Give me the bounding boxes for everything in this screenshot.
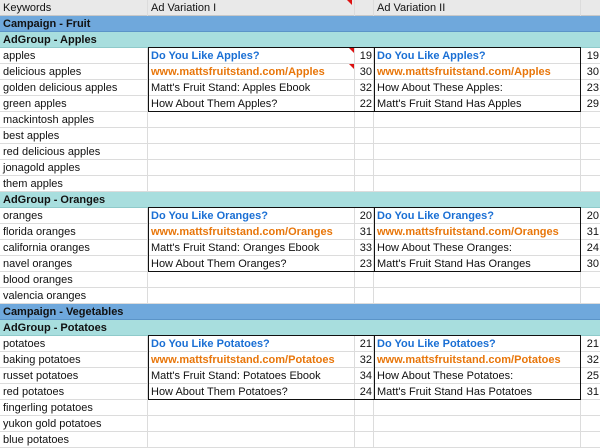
ad1-line1-length[interactable]: 34 (355, 368, 374, 384)
ad2-headline-length[interactable]: 19 (586, 50, 599, 62)
keyword-cell[interactable]: them apples (0, 176, 148, 192)
table-row (0, 80, 600, 96)
keyword-cell[interactable]: green apples (0, 96, 148, 112)
ad1-line2-cell[interactable]: How About Them Apples? (148, 96, 355, 112)
table-row (0, 288, 600, 304)
ad2-line2-cell[interactable]: Matt's Fruit Stand Has Oranges (374, 256, 581, 272)
campaign-row-vegetables (0, 304, 600, 320)
adgroup-label[interactable]: AdGroup - Potatoes (3, 322, 107, 334)
table-row (0, 240, 600, 256)
table-row (0, 272, 600, 288)
ad1-line1-cell[interactable]: Matt's Fruit Stand: Apples Ebook (148, 80, 355, 96)
header-ad-variation-1[interactable]: Ad Variation I (148, 0, 355, 16)
ad2-line2-length[interactable]: 29 (586, 98, 599, 110)
ad1-headline-cell[interactable]: Do You Like Apples? (148, 48, 355, 64)
keyword-cell[interactable]: blue potatoes (0, 432, 148, 448)
ad2-line1-cell[interactable]: How About These Potatoes: (374, 368, 581, 384)
ad2-headline-length[interactable]: 21 (586, 338, 599, 350)
table-row (0, 384, 600, 400)
keyword-cell[interactable]: delicious apples (0, 64, 148, 80)
table-row (0, 144, 600, 160)
ad1-line1-cell[interactable]: Matt's Fruit Stand: Potatoes Ebook (148, 368, 355, 384)
adgroup-row-potatoes (0, 320, 600, 336)
keyword-cell[interactable]: best apples (0, 128, 148, 144)
keyword-cell[interactable]: oranges (0, 208, 148, 224)
ad1-line2-cell[interactable]: How About Them Potatoes? (148, 384, 355, 400)
keyword-cell[interactable]: golden delicious apples (0, 80, 148, 96)
ad1-headline-length[interactable]: 21 (355, 336, 374, 352)
ad2-url-cell[interactable]: www.mattsfruitstand.com/Oranges (374, 224, 581, 240)
table-row (0, 96, 600, 112)
ad1-line2-length[interactable]: 24 (355, 384, 374, 400)
header-count-1[interactable] (355, 0, 374, 16)
table-row (0, 176, 600, 192)
ad1-url-cell[interactable]: www.mattsfruitstand.com/Apples (148, 64, 355, 80)
ad1-headline-length[interactable]: 19 (355, 48, 374, 64)
table-row (0, 112, 600, 128)
table-row (0, 416, 600, 432)
table-row (0, 352, 600, 368)
ad2-line1-length[interactable]: 23 (586, 82, 599, 94)
ad1-url-cell[interactable]: www.mattsfruitstand.com/Potatoes (148, 352, 355, 368)
adgroup-row-apples (0, 32, 600, 48)
ad1-headline-cell[interactable]: Do You Like Potatoes? (148, 336, 355, 352)
header-keywords[interactable]: Keywords (0, 0, 148, 16)
ad2-url-cell[interactable]: www.mattsfruitstand.com/Potatoes (374, 352, 581, 368)
keyword-cell[interactable]: russet potatoes (0, 368, 148, 384)
ad2-headline-cell[interactable]: Do You Like Apples? (374, 48, 581, 64)
comment-marker-icon[interactable] (347, 0, 352, 5)
campaign-row-fruit (0, 16, 600, 32)
header-row (0, 0, 600, 16)
keyword-cell[interactable]: mackintosh apples (0, 112, 148, 128)
ad1-line2-length[interactable]: 23 (355, 256, 374, 272)
keyword-cell[interactable]: florida oranges (0, 224, 148, 240)
ad2-line2-cell[interactable]: Matt's Fruit Stand Has Potatoes (374, 384, 581, 400)
ad2-line2-length[interactable]: 31 (586, 386, 599, 398)
keyword-cell[interactable]: potatoes (0, 336, 148, 352)
table-row (0, 368, 600, 384)
ad1-url-cell[interactable]: www.mattsfruitstand.com/Oranges (148, 224, 355, 240)
table-row (0, 160, 600, 176)
ad1-line1-length[interactable]: 32 (355, 80, 374, 96)
header-count-2[interactable] (581, 0, 600, 16)
keyword-cell[interactable]: jonagold apples (0, 160, 148, 176)
ad2-line1-length[interactable]: 25 (586, 370, 599, 382)
ad1-url-length[interactable]: 32 (355, 352, 374, 368)
keyword-cell[interactable]: yukon gold potatoes (0, 416, 148, 432)
comment-marker-icon[interactable] (349, 64, 354, 69)
keyword-cell[interactable]: red delicious apples (0, 144, 148, 160)
campaign-label[interactable]: Campaign - Fruit (3, 18, 91, 30)
ad1-headline-length[interactable]: 20 (355, 208, 374, 224)
table-row (0, 432, 600, 448)
table-row (0, 128, 600, 144)
adgroup-label[interactable]: AdGroup - Oranges (3, 194, 106, 206)
table-row (0, 224, 600, 240)
ad2-line2-length[interactable]: 30 (586, 258, 599, 270)
ad2-headline-cell[interactable]: Do You Like Oranges? (374, 208, 581, 224)
table-row (0, 336, 600, 352)
campaign-label[interactable]: Campaign - Vegetables (3, 306, 124, 318)
keyword-cell[interactable]: blood oranges (0, 272, 148, 288)
ad2-url-length[interactable]: 31 (586, 226, 599, 238)
ad1-line2-length[interactable]: 22 (355, 96, 374, 112)
ad2-line1-cell[interactable]: How About These Oranges: (374, 240, 581, 256)
adgroup-row-oranges (0, 192, 600, 208)
keyword-cell[interactable]: fingerling potatoes (0, 400, 148, 416)
keyword-cell[interactable]: baking potatoes (0, 352, 148, 368)
ad2-line1-length[interactable]: 24 (586, 242, 599, 254)
keyword-cell[interactable]: apples (0, 48, 148, 64)
ad1-url-length[interactable]: 30 (355, 64, 374, 80)
ad1-url-length[interactable]: 31 (355, 224, 374, 240)
header-ad-variation-2[interactable]: Ad Variation II (374, 0, 581, 16)
ad1-line1-length[interactable]: 33 (355, 240, 374, 256)
ad2-headline-length[interactable]: 20 (586, 210, 599, 222)
keyword-cell[interactable]: valencia oranges (0, 288, 148, 304)
ad2-line1-cell[interactable]: How About These Apples: (374, 80, 581, 96)
comment-marker-icon[interactable] (349, 48, 354, 53)
keyword-cell[interactable]: california oranges (0, 240, 148, 256)
table-row (0, 208, 600, 224)
table-row (0, 400, 600, 416)
table-row (0, 64, 600, 80)
ad1-line2-cell[interactable]: How About Them Oranges? (148, 256, 355, 272)
ad2-url-cell[interactable]: www.mattsfruitstand.com/Apples (374, 64, 581, 80)
ad2-line2-cell[interactable]: Matt's Fruit Stand Has Apples (374, 96, 581, 112)
ad1-line1-cell[interactable]: Matt's Fruit Stand: Oranges Ebook (148, 240, 355, 256)
ad2-url-length[interactable]: 30 (586, 66, 599, 78)
keyword-cell[interactable]: red potatoes (0, 384, 148, 400)
ad2-headline-cell[interactable]: Do You Like Potatoes? (374, 336, 581, 352)
keyword-cell[interactable]: navel oranges (0, 256, 148, 272)
table-row (0, 256, 600, 272)
adgroup-label[interactable]: AdGroup - Apples (3, 34, 97, 46)
ad1-headline-cell[interactable]: Do You Like Oranges? (148, 208, 355, 224)
ad2-url-length[interactable]: 32 (586, 354, 599, 366)
table-row (0, 48, 600, 64)
